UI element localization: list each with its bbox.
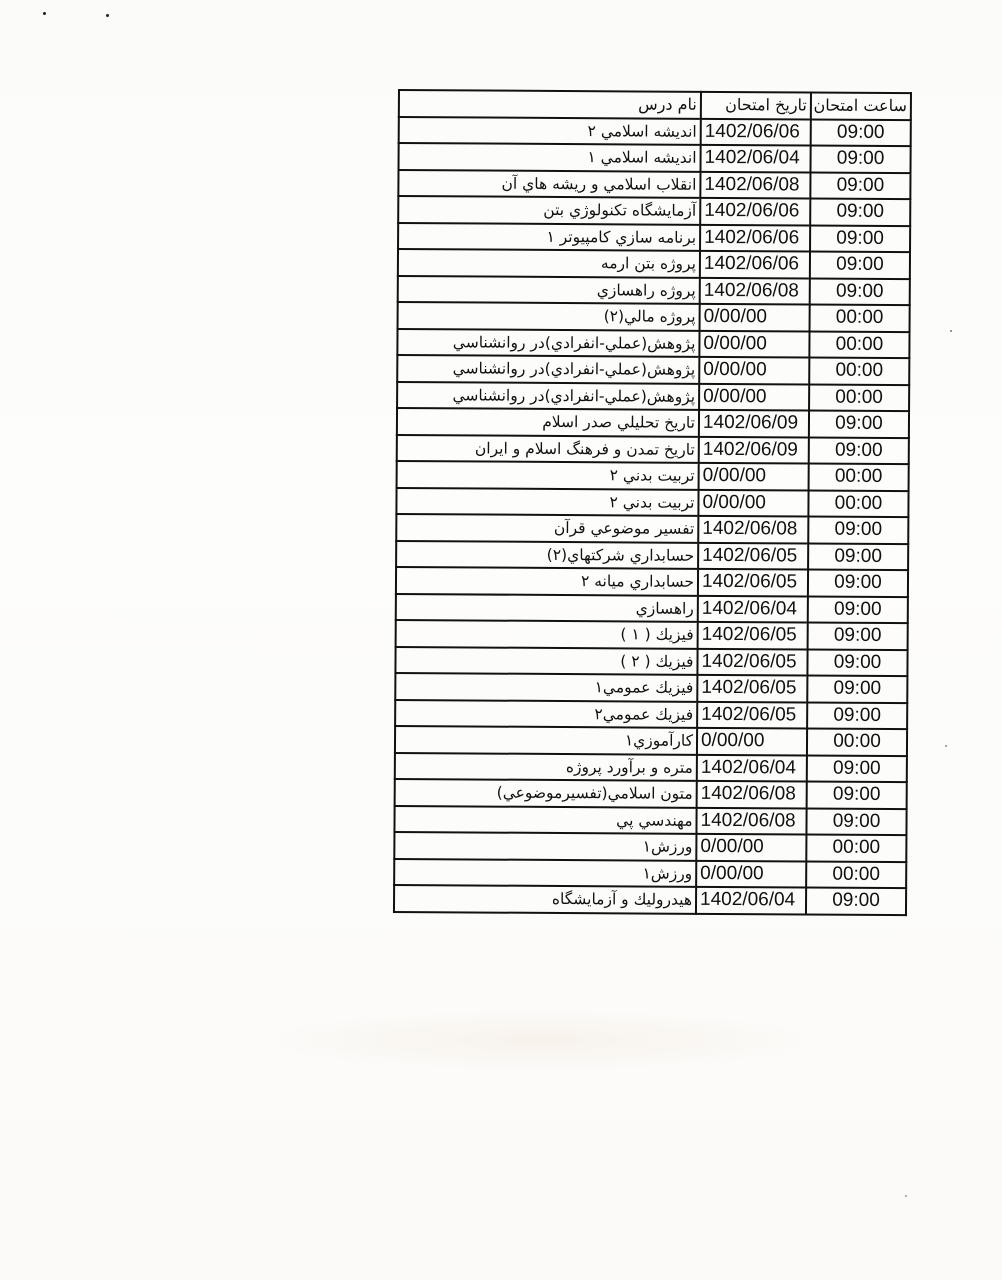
exam-time-cell: 09:00 bbox=[808, 517, 908, 544]
table-body bbox=[394, 117, 911, 915]
scan-speck bbox=[945, 745, 947, 747]
exam-time-cell: 09:00 bbox=[807, 782, 907, 809]
exam-date-cell: 1402/06/06 bbox=[700, 198, 810, 225]
course-name-cell: تفسير موضوعي قرآن bbox=[396, 514, 698, 542]
exam-date-cell: 1402/06/09 bbox=[699, 436, 809, 463]
exam-time-cell: 00:00 bbox=[809, 384, 909, 411]
course-name-cell: متون اسلامي(تفسيرموضوعي) bbox=[395, 779, 697, 807]
exam-time-cell: 09:00 bbox=[806, 888, 906, 915]
course-name-cell: پروژه بتن ارمه bbox=[398, 249, 700, 277]
course-name-cell: فيزيك ( ۱ ) bbox=[396, 620, 698, 648]
course-name-cell: پروژه مالي(۲) bbox=[398, 302, 700, 330]
course-name-cell: تاريخ تمدن و فرهنگ اسلام و ايران bbox=[397, 434, 699, 462]
table-row bbox=[398, 170, 910, 200]
exam-time-cell: 00:00 bbox=[809, 331, 909, 358]
exam-time-cell: 00:00 bbox=[807, 729, 907, 756]
exam-date-cell: 0/00/00 bbox=[700, 304, 810, 331]
table-row bbox=[399, 117, 911, 147]
scan-speck bbox=[905, 1195, 907, 1197]
table-row bbox=[394, 832, 906, 862]
exam-date-cell: 1402/06/04 bbox=[698, 595, 808, 622]
table-row bbox=[397, 355, 909, 385]
exam-time-cell: 09:00 bbox=[807, 649, 907, 676]
exam-time-cell: 09:00 bbox=[810, 278, 910, 305]
exam-time-cell: 00:00 bbox=[806, 835, 906, 862]
table-row bbox=[394, 885, 906, 915]
exam-date-cell: 1402/06/05 bbox=[698, 542, 808, 569]
exam-date-cell: 0/00/00 bbox=[699, 330, 809, 357]
exam-time-cell: 09:00 bbox=[810, 199, 910, 226]
exam-date-cell: 1402/06/05 bbox=[697, 701, 807, 728]
exam-time-cell: 09:00 bbox=[810, 225, 910, 252]
course-name-cell: فيزيك عمومي۲ bbox=[395, 699, 697, 727]
exam-time-cell: 09:00 bbox=[807, 702, 907, 729]
exam-time-cell: 09:00 bbox=[809, 437, 909, 464]
table-row bbox=[396, 593, 908, 623]
exam-time-cell: 09:00 bbox=[810, 172, 910, 199]
exam-time-cell: 09:00 bbox=[811, 119, 911, 146]
table-row bbox=[396, 540, 908, 570]
course-name-cell: فيزيك عمومي۱ bbox=[395, 673, 697, 701]
exam-date-cell: 0/00/00 bbox=[699, 357, 809, 384]
table-row bbox=[395, 673, 907, 703]
exam-date-cell: 1402/06/04 bbox=[697, 754, 807, 781]
course-name-cell: برنامه سازي كامپيوتر ۱ bbox=[398, 223, 700, 251]
course-name-cell: ورزش۱ bbox=[394, 858, 696, 886]
exam-time-cell: 09:00 bbox=[808, 623, 908, 650]
exam-time-cell: 00:00 bbox=[810, 305, 910, 332]
exam-date-cell: 1402/06/06 bbox=[700, 224, 810, 251]
exam-date-cell: 1402/06/09 bbox=[699, 410, 809, 437]
table-row bbox=[398, 249, 910, 279]
course-name-cell: حسابداري شركتهاي(۲) bbox=[396, 540, 698, 568]
exam-time-cell: 09:00 bbox=[810, 252, 910, 279]
course-name-cell: هيدروليك و آزمايشگاه bbox=[394, 885, 696, 913]
table-row bbox=[396, 567, 908, 597]
table-row bbox=[395, 699, 907, 729]
exam-date-cell: 1402/06/05 bbox=[697, 675, 807, 702]
course-name-cell: آزمايشگاه تكنولوژي بتن bbox=[398, 196, 700, 224]
table-row bbox=[395, 779, 907, 809]
exam-date-cell: 1402/06/05 bbox=[698, 622, 808, 649]
exam-time-cell: 09:00 bbox=[806, 808, 906, 835]
exam-time-cell: 00:00 bbox=[809, 358, 909, 385]
course-name-cell: متره و برآورد پروژه bbox=[395, 752, 697, 780]
exam-date-cell: 1402/06/08 bbox=[698, 516, 808, 543]
exam-time-cell: 09:00 bbox=[807, 676, 907, 703]
course-name-cell: كارآموزي۱ bbox=[395, 726, 697, 754]
scan-speck bbox=[106, 14, 109, 17]
scan-speck bbox=[43, 12, 46, 15]
course-name-cell: انديشه اسلامي ۱ bbox=[399, 143, 701, 171]
exam-date-cell: 1402/06/06 bbox=[700, 251, 810, 278]
table-row bbox=[397, 461, 909, 491]
table-row bbox=[398, 196, 910, 226]
exam-date-cell: 1402/06/04 bbox=[701, 145, 811, 172]
course-name-cell: مهندسي پي bbox=[394, 805, 696, 833]
exam-date-cell: 1402/06/08 bbox=[697, 781, 807, 808]
table-row bbox=[395, 726, 907, 756]
exam-date-cell: 1402/06/05 bbox=[697, 648, 807, 675]
table-header-row bbox=[399, 90, 911, 120]
table-row bbox=[396, 514, 908, 544]
exam-time-cell: 09:00 bbox=[808, 543, 908, 570]
scan-speck bbox=[950, 330, 952, 332]
scan-smudge bbox=[260, 1010, 820, 1070]
header-exam-time: ساعت امتحان bbox=[811, 93, 911, 120]
exam-date-cell: 1402/06/05 bbox=[698, 569, 808, 596]
exam-time-cell: 09:00 bbox=[808, 570, 908, 597]
header-exam-date: تاريخ امتحان bbox=[701, 92, 811, 119]
exam-time-cell: 09:00 bbox=[809, 411, 909, 438]
course-name-cell: انديشه اسلامي ۲ bbox=[399, 117, 701, 145]
table-row bbox=[394, 858, 906, 888]
course-name-cell: پژوهش(عملي-انفرادي)در روانشناسي bbox=[397, 329, 699, 357]
exam-date-cell: 0/00/00 bbox=[699, 463, 809, 490]
exam-date-cell: 1402/06/06 bbox=[701, 118, 811, 145]
course-name-cell: تربيت بدني ۲ bbox=[397, 461, 699, 489]
header-course-name: نام درس bbox=[399, 90, 701, 118]
table-row bbox=[396, 620, 908, 650]
course-name-cell: ورزش۱ bbox=[394, 832, 696, 860]
exam-time-cell: 09:00 bbox=[807, 755, 907, 782]
course-name-cell: پژوهش(عملي-انفرادي)در روانشناسي bbox=[397, 382, 699, 410]
table-row bbox=[397, 329, 909, 359]
exam-date-cell: 1402/06/04 bbox=[696, 887, 806, 914]
table-row bbox=[397, 382, 909, 412]
table-row bbox=[394, 805, 906, 835]
table-row bbox=[395, 646, 907, 676]
exam-time-cell: 09:00 bbox=[811, 146, 911, 173]
course-name-cell: راهسازي bbox=[396, 593, 698, 621]
table-row bbox=[396, 487, 908, 517]
table-row bbox=[397, 408, 909, 438]
table-row bbox=[398, 223, 910, 253]
table-row bbox=[398, 276, 910, 306]
table-row bbox=[397, 434, 909, 464]
exam-date-cell: 0/00/00 bbox=[696, 860, 806, 887]
exam-date-cell: 1402/06/08 bbox=[700, 171, 810, 198]
exam-date-cell: 0/00/00 bbox=[699, 383, 809, 410]
course-name-cell: پروژه راهسازي bbox=[398, 276, 700, 304]
course-name-cell: تاريخ تحليلي صدر اسلام bbox=[397, 408, 699, 436]
exam-time-cell: 09:00 bbox=[808, 596, 908, 623]
exam-date-cell: 0/00/00 bbox=[698, 489, 808, 516]
table-row bbox=[395, 752, 907, 782]
exam-date-cell: 1402/06/08 bbox=[700, 277, 810, 304]
course-name-cell: حسابداري ميانه ۲ bbox=[396, 567, 698, 595]
exam-time-cell: 00:00 bbox=[808, 490, 908, 517]
exam-date-cell: 1402/06/08 bbox=[696, 807, 806, 834]
course-name-cell: انقلاب اسلامي و ريشه هاي آن bbox=[398, 170, 700, 198]
exam-time-cell: 00:00 bbox=[809, 464, 909, 491]
exam-schedule-table bbox=[393, 89, 912, 916]
course-name-cell: فيزيك ( ۲ ) bbox=[395, 646, 697, 674]
exam-date-cell: 0/00/00 bbox=[696, 834, 806, 861]
course-name-cell: تربيت بدني ۲ bbox=[396, 487, 698, 515]
exam-date-cell: 0/00/00 bbox=[697, 728, 807, 755]
exam-time-cell: 00:00 bbox=[806, 861, 906, 888]
course-name-cell: پژوهش(عملي-انفرادي)در روانشناسي bbox=[397, 355, 699, 383]
table-row bbox=[399, 143, 911, 173]
table-row bbox=[398, 302, 910, 332]
